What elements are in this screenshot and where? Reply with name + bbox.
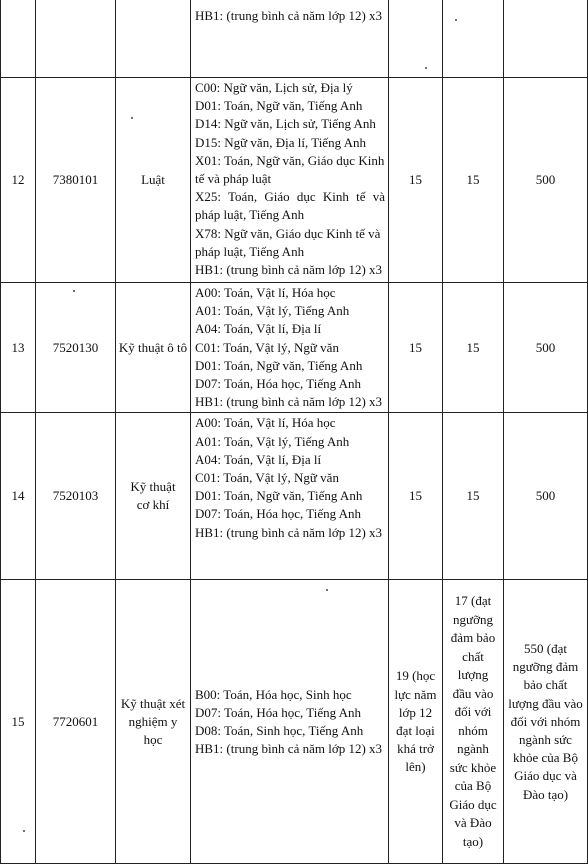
min-score-cell [389,0,443,78]
major-code-cell [36,0,116,78]
quota-cell [504,0,588,78]
combination-line: pháp luật, Tiếng Anh [195,243,305,259]
combination-line: HB1: (trung bình cả năm lớp 12) x3 [195,741,383,757]
major-name-cell [116,0,191,78]
subject-combinations-cell [191,580,389,864]
major-name-cell: Kỹ thuật cơ khí [116,413,191,580]
combination-line: C01: Toán, Vật lý, Ngữ văn [195,470,339,486]
quota-cell: 500 [504,78,588,283]
quota-cell: 550 (đạt ngưỡng đảm bảo chất lượng đầu vào đối với nhóm ngành sức khỏe của Bộ Giáo dục và Đào tạo) [504,580,588,864]
major-name-cell: Kỹ thuật ô tô [116,283,191,413]
scan-speck [23,830,25,832]
table-row [1,78,588,283]
combination-line: HB1: (trung bình cả năm lớp 12) x3 [195,262,383,278]
combination-line: tế và pháp luật [195,171,272,187]
combination-line: A01: Toán, Vật lý, Tiếng Anh [195,433,350,449]
subject-combinations-cell [191,413,389,580]
scan-speck [73,290,75,292]
table-row [1,580,588,864]
combination-line: A04: Toán, Vật lí, Địa lí [195,451,322,467]
combination-line: D01: Toán, Ngữ văn, Tiếng Anh [195,98,363,114]
table-row [1,283,588,413]
combination-line: C00: Ngữ văn, Lịch sử, Địa lý [195,80,353,95]
min-score-cell: 15 [443,283,504,413]
stt-cell [1,0,36,78]
combination-line: D07: Toán, Hóa học, Tiếng Anh [195,376,362,392]
combination-line: pháp luật, Tiếng Anh [195,207,305,223]
stt-cell: 12 [1,78,36,283]
combination-line: C01: Toán, Vật lý, Ngữ văn [195,339,339,355]
min-score-cell: 19 (học lực năm lớp 12 đạt loại khá trở lên) [389,580,443,864]
major-code-cell: 7380101 [36,78,116,283]
combination-line: D07: Toán, Hóa học, Tiếng Anh [195,506,362,522]
combination-line: A00: Toán, Vật lí, Hóa học [195,285,336,300]
combination-line: HB1: (trung bình cả năm lớp 12) x3 [195,524,383,540]
combination-line: X25: Toán, Giáo dục Kinh tế và [195,189,385,205]
combination-line: D08: Toán, Sinh học, Tiếng Anh [195,722,364,738]
combination-line: HB1: (trung bình cả năm lớp 12) x3 [195,394,383,410]
subject-combinations-cell [191,0,389,78]
min-score-cell: 15 [389,283,443,413]
stt-cell: 15 [1,580,36,864]
combination-line: D07: Toán, Hóa học, Tiếng Anh [195,704,362,720]
min-score-cell: 15 [443,413,504,580]
scan-speck [131,117,133,119]
combination-line: HB1: (trung bình cả năm lớp 12) x3 [195,8,383,23]
major-code-cell: 7720601 [36,580,116,864]
major-name-cell: Kỹ thuật xét nghiệm y học [116,580,191,864]
min-score-cell: 15 [389,78,443,283]
min-score-cell: 15 [443,78,504,283]
scan-speck [326,589,328,591]
combination-line: A01: Toán, Vật lý, Tiếng Anh [195,303,350,319]
combination-line: A00: Toán, Vật lí, Hóa học [195,415,336,431]
min-score-cell [443,0,504,78]
quota-cell: 500 [504,283,588,413]
combination-line: D01: Toán, Ngữ văn, Tiếng Anh [195,488,363,504]
stt-cell: 14 [1,413,36,580]
combination-line: A04: Toán, Vật lí, Địa lí [195,321,322,337]
combination-line: D01: Toán, Ngữ văn, Tiếng Anh [195,357,363,373]
combination-line: X78: Ngữ văn, Giáo dục Kinh tế và [195,225,381,241]
subject-combinations-cell [191,283,389,413]
combination-line: D15: Ngữ văn, Địa lí, Tiếng Anh [195,134,366,150]
table-row [1,0,588,78]
subject-combinations-cell [191,78,389,283]
major-name-cell: Luật [116,78,191,283]
table-row [1,413,588,580]
scan-speck [425,67,427,69]
stt-cell: 13 [1,283,36,413]
scan-speck [455,19,457,21]
quota-cell: 500 [504,413,588,580]
major-code-cell: 7520103 [36,413,116,580]
min-score-cell: 15 [389,413,443,580]
major-code-cell: 7520130 [36,283,116,413]
combination-line: D14: Ngữ văn, Lịch sử, Tiếng Anh [195,116,376,132]
min-score-cell: 17 (đạt ngưỡng đảm bảo chất lượng đầu vào đối với nhóm ngành sức khỏe của Bộ Giáo dục và Đào tạo) [443,580,504,864]
combination-line: X01: Toán, Ngữ văn, Giáo dục Kinh [195,152,385,168]
combination-line: B00: Toán, Hóa học, Sinh học [195,686,352,702]
